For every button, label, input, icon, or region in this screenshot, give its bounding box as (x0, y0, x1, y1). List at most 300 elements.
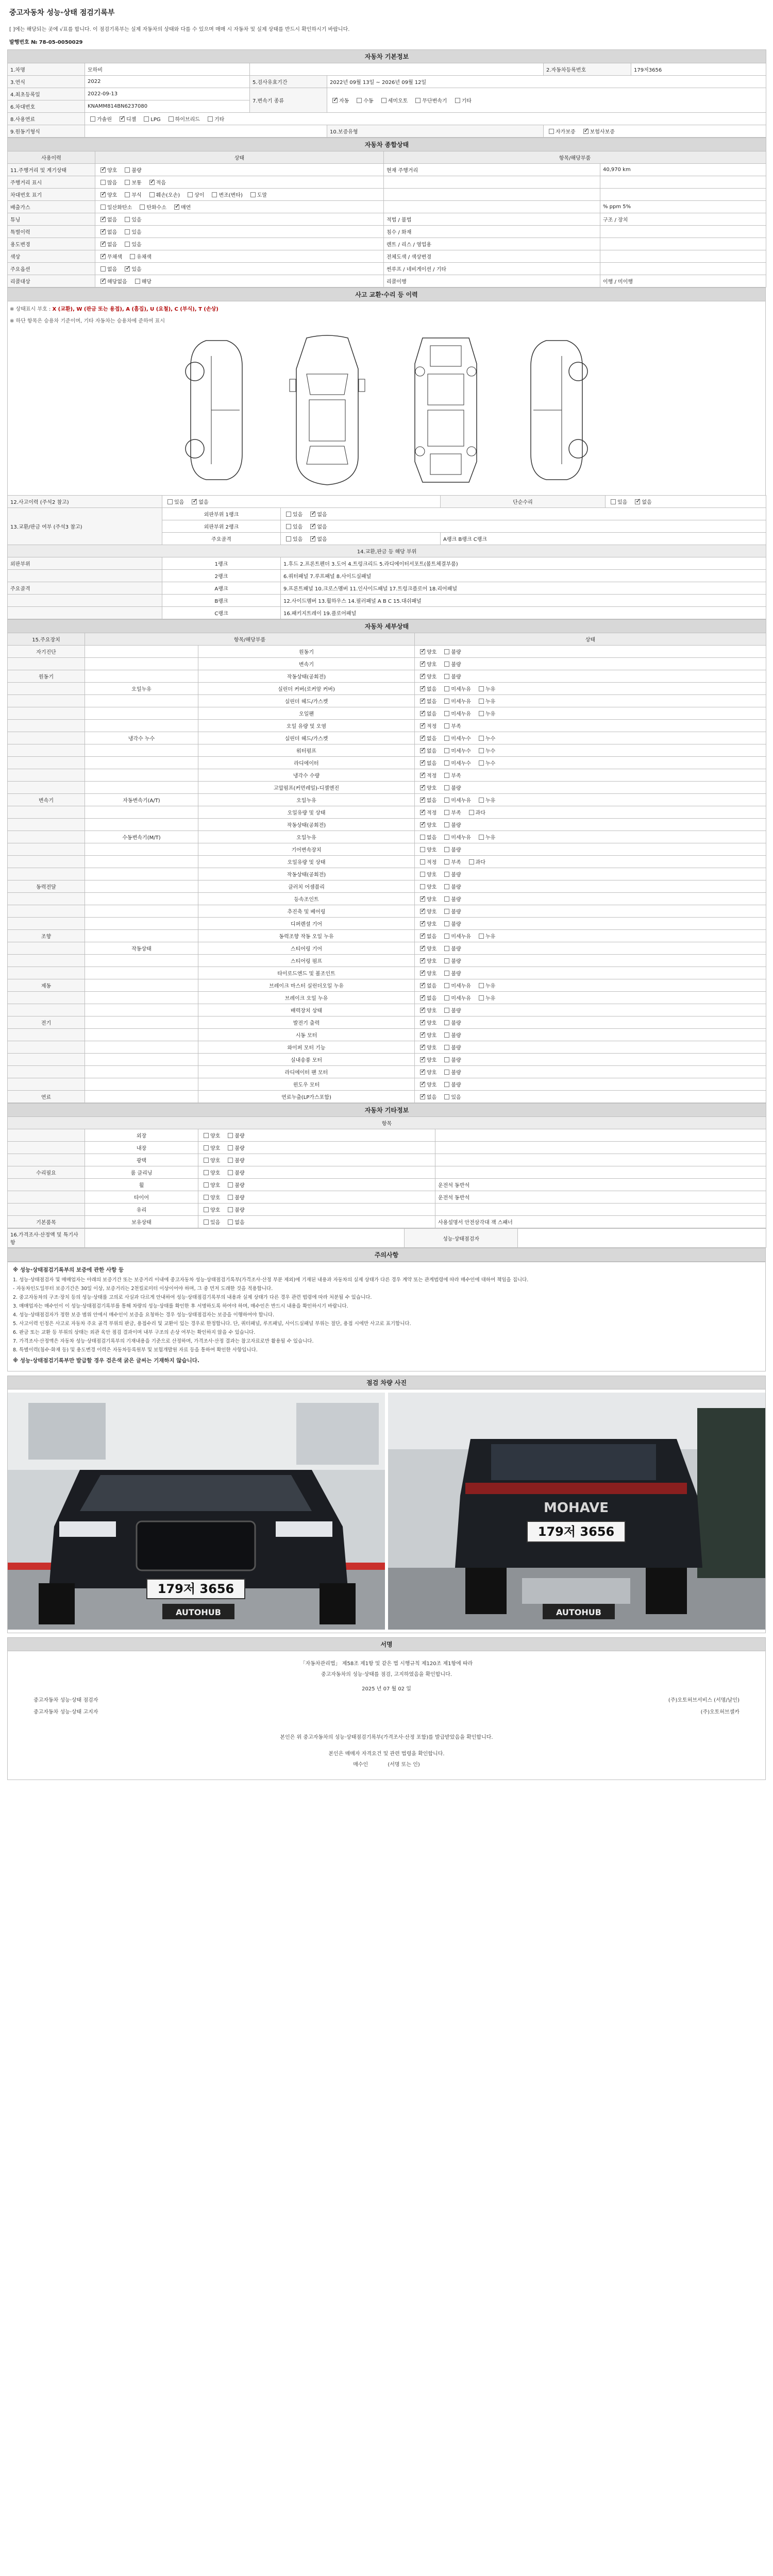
checked-box-icon[interactable] (420, 1008, 425, 1013)
checkbox-option[interactable] (476, 994, 495, 1002)
empty-box-icon[interactable] (204, 1182, 209, 1188)
empty-box-icon[interactable] (444, 810, 449, 815)
checkbox-option[interactable] (137, 203, 166, 211)
checkbox-option[interactable] (330, 96, 349, 104)
checked-box-icon[interactable] (420, 1032, 425, 1038)
empty-box-icon[interactable] (167, 499, 173, 504)
empty-box-icon[interactable] (100, 180, 106, 185)
checkbox-option[interactable] (98, 228, 117, 235)
checkbox-option[interactable] (442, 747, 471, 754)
checkbox-option[interactable] (417, 722, 436, 730)
empty-box-icon[interactable] (144, 116, 149, 122)
checkbox-option[interactable] (225, 1193, 244, 1201)
checkbox-option[interactable] (122, 215, 141, 223)
checkbox-option[interactable] (417, 697, 436, 705)
checkbox-option[interactable] (476, 747, 495, 754)
empty-box-icon[interactable] (420, 847, 425, 852)
empty-box-icon[interactable] (479, 995, 484, 1001)
checkbox-option[interactable] (201, 1144, 220, 1151)
empty-box-icon[interactable] (125, 180, 130, 185)
checkbox-option[interactable] (417, 907, 436, 915)
checkbox-option[interactable] (225, 1144, 244, 1151)
checkbox-option[interactable] (476, 697, 495, 705)
empty-box-icon[interactable] (286, 512, 291, 517)
checked-box-icon[interactable] (420, 1070, 425, 1075)
empty-box-icon[interactable] (135, 279, 140, 284)
checkbox-option[interactable] (201, 1206, 220, 1213)
checkbox-option[interactable] (442, 648, 461, 655)
empty-box-icon[interactable] (228, 1195, 233, 1200)
empty-box-icon[interactable] (479, 748, 484, 753)
checkbox-option[interactable] (283, 510, 303, 518)
checkbox-option[interactable] (201, 1168, 220, 1176)
empty-box-icon[interactable] (444, 1032, 449, 1038)
checkbox-option[interactable] (466, 858, 485, 866)
checkbox-option[interactable] (209, 191, 242, 198)
checkbox-option[interactable] (476, 734, 495, 742)
checkbox-option[interactable] (442, 895, 461, 903)
empty-box-icon[interactable] (357, 98, 362, 103)
empty-box-icon[interactable] (204, 1133, 209, 1138)
checkbox-option[interactable] (225, 1156, 244, 1164)
checkbox-option[interactable] (442, 858, 461, 866)
checkbox-option[interactable] (442, 957, 461, 964)
empty-box-icon[interactable] (444, 958, 449, 963)
empty-box-icon[interactable] (444, 995, 449, 1001)
checkbox-option[interactable] (442, 1093, 461, 1100)
empty-box-icon[interactable] (228, 1145, 233, 1150)
checkbox-option[interactable] (442, 944, 461, 952)
empty-box-icon[interactable] (479, 835, 484, 840)
checkbox-option[interactable] (201, 1193, 220, 1201)
checkbox-option[interactable] (417, 1006, 436, 1014)
checked-box-icon[interactable] (420, 946, 425, 951)
empty-box-icon[interactable] (228, 1182, 233, 1188)
checked-box-icon[interactable] (420, 1082, 425, 1087)
checkbox-option[interactable] (98, 277, 127, 285)
checkbox-option[interactable] (417, 808, 436, 816)
empty-box-icon[interactable] (444, 934, 449, 939)
empty-box-icon[interactable] (444, 983, 449, 988)
empty-box-icon[interactable] (444, 921, 449, 926)
checkbox-option[interactable] (117, 115, 136, 123)
checkbox-option[interactable] (476, 796, 495, 804)
empty-box-icon[interactable] (228, 1158, 233, 1163)
checkbox-option[interactable] (417, 1068, 436, 1076)
checked-box-icon[interactable] (100, 254, 106, 259)
checked-box-icon[interactable] (420, 699, 425, 704)
empty-box-icon[interactable] (444, 822, 449, 827)
checkbox-option[interactable] (201, 1156, 220, 1164)
empty-box-icon[interactable] (549, 129, 554, 134)
checkbox-option[interactable] (442, 920, 461, 927)
checkbox-option[interactable] (417, 994, 436, 1002)
checkbox-option[interactable] (417, 672, 436, 680)
empty-box-icon[interactable] (188, 192, 193, 197)
checkbox-option[interactable] (417, 957, 436, 964)
checked-box-icon[interactable] (420, 909, 425, 914)
empty-box-icon[interactable] (444, 773, 449, 778)
empty-box-icon[interactable] (228, 1219, 233, 1225)
checked-box-icon[interactable] (420, 1020, 425, 1025)
empty-box-icon[interactable] (420, 835, 425, 840)
empty-box-icon[interactable] (444, 884, 449, 889)
empty-box-icon[interactable] (444, 1045, 449, 1050)
checkbox-option[interactable] (417, 709, 436, 717)
checkbox-option[interactable] (122, 228, 141, 235)
checkbox-option[interactable] (308, 510, 327, 518)
empty-box-icon[interactable] (444, 1020, 449, 1025)
empty-box-icon[interactable] (286, 524, 291, 529)
checked-box-icon[interactable] (420, 971, 425, 976)
empty-box-icon[interactable] (444, 711, 449, 716)
checkbox-option[interactable] (442, 709, 471, 717)
checkbox-option[interactable] (442, 784, 461, 791)
checkbox-option[interactable] (442, 981, 471, 989)
checkbox-option[interactable] (166, 115, 200, 123)
checkbox-option[interactable] (442, 833, 471, 841)
checkbox-option[interactable] (417, 648, 436, 655)
checkbox-option[interactable] (442, 685, 471, 692)
checkbox-option[interactable] (122, 265, 141, 273)
checkbox-option[interactable] (413, 96, 447, 104)
checkbox-option[interactable] (225, 1218, 244, 1226)
checkbox-option[interactable] (248, 191, 267, 198)
empty-box-icon[interactable] (444, 1008, 449, 1013)
checkbox-option[interactable] (442, 821, 461, 828)
empty-box-icon[interactable] (444, 649, 449, 654)
empty-box-icon[interactable] (204, 1158, 209, 1163)
checkbox-option[interactable] (417, 920, 436, 927)
empty-box-icon[interactable] (444, 686, 449, 691)
empty-box-icon[interactable] (444, 859, 449, 865)
empty-box-icon[interactable] (444, 760, 449, 766)
checkbox-option[interactable] (546, 127, 576, 135)
checkbox-option[interactable] (147, 178, 166, 186)
checkbox-option[interactable] (417, 759, 436, 767)
checkbox-option[interactable] (185, 191, 204, 198)
empty-box-icon[interactable] (444, 946, 449, 951)
checkbox-option[interactable] (476, 932, 495, 940)
empty-box-icon[interactable] (415, 98, 421, 103)
empty-box-icon[interactable] (611, 499, 616, 504)
empty-box-icon[interactable] (444, 674, 449, 679)
checked-box-icon[interactable] (420, 983, 425, 988)
empty-box-icon[interactable] (444, 1070, 449, 1075)
empty-box-icon[interactable] (444, 748, 449, 753)
checkbox-option[interactable] (466, 808, 485, 816)
checkbox-option[interactable] (417, 1031, 436, 1039)
empty-box-icon[interactable] (444, 835, 449, 840)
checkbox-option[interactable] (632, 498, 651, 505)
empty-box-icon[interactable] (444, 847, 449, 852)
checkbox-option[interactable] (189, 498, 208, 505)
checkbox-option[interactable] (417, 747, 436, 754)
checkbox-option[interactable] (417, 969, 436, 977)
checkbox-option[interactable] (122, 240, 141, 248)
empty-box-icon[interactable] (204, 1219, 209, 1225)
checkbox-option[interactable] (417, 734, 436, 742)
checked-box-icon[interactable] (420, 995, 425, 1001)
checkbox-option[interactable] (283, 535, 303, 543)
checkbox-option[interactable] (127, 252, 152, 260)
checked-box-icon[interactable] (583, 129, 589, 134)
checked-box-icon[interactable] (420, 736, 425, 741)
empty-box-icon[interactable] (130, 254, 135, 259)
checkbox-option[interactable] (476, 981, 495, 989)
checkbox-option[interactable] (122, 191, 141, 198)
empty-box-icon[interactable] (169, 116, 174, 122)
checkbox-option[interactable] (442, 808, 461, 816)
empty-box-icon[interactable] (444, 723, 449, 728)
empty-box-icon[interactable] (444, 699, 449, 704)
checkbox-option[interactable] (225, 1168, 244, 1176)
empty-box-icon[interactable] (125, 229, 130, 234)
checkbox-option[interactable] (442, 722, 461, 730)
checkbox-option[interactable] (225, 1181, 244, 1189)
checked-box-icon[interactable] (420, 1094, 425, 1099)
checkbox-option[interactable] (476, 759, 495, 767)
checkbox-option[interactable] (442, 969, 461, 977)
empty-box-icon[interactable] (420, 884, 425, 889)
checkbox-option[interactable] (132, 277, 152, 285)
checkbox-option[interactable] (442, 672, 461, 680)
checkbox-option[interactable] (417, 981, 436, 989)
empty-box-icon[interactable] (228, 1170, 233, 1175)
checkbox-option[interactable] (308, 522, 327, 530)
checkbox-option[interactable] (122, 178, 141, 186)
empty-box-icon[interactable] (204, 1195, 209, 1200)
empty-box-icon[interactable] (469, 810, 474, 815)
empty-box-icon[interactable] (479, 686, 484, 691)
empty-box-icon[interactable] (479, 798, 484, 803)
checked-box-icon[interactable] (420, 760, 425, 766)
empty-box-icon[interactable] (286, 536, 291, 541)
checked-box-icon[interactable] (174, 205, 179, 210)
checkbox-option[interactable] (581, 127, 615, 135)
checkbox-option[interactable] (442, 932, 471, 940)
empty-box-icon[interactable] (444, 971, 449, 976)
empty-box-icon[interactable] (479, 934, 484, 939)
checked-box-icon[interactable] (420, 649, 425, 654)
checkbox-option[interactable] (417, 685, 436, 692)
checkbox-option[interactable] (225, 1131, 244, 1139)
empty-box-icon[interactable] (212, 192, 217, 197)
checkbox-option[interactable] (442, 1043, 461, 1051)
empty-box-icon[interactable] (444, 1057, 449, 1062)
empty-box-icon[interactable] (469, 859, 474, 865)
checkbox-option[interactable] (205, 115, 224, 123)
checked-box-icon[interactable] (310, 536, 315, 541)
empty-box-icon[interactable] (444, 909, 449, 914)
checked-box-icon[interactable] (125, 266, 130, 272)
checked-box-icon[interactable] (420, 934, 425, 939)
checkbox-option[interactable] (442, 1056, 461, 1063)
checkbox-option[interactable] (225, 1206, 244, 1213)
empty-box-icon[interactable] (208, 116, 213, 122)
checkbox-option[interactable] (442, 870, 461, 878)
checkbox-option[interactable] (442, 907, 461, 915)
checkbox-option[interactable] (417, 1043, 436, 1051)
checked-box-icon[interactable] (420, 723, 425, 728)
checked-box-icon[interactable] (100, 167, 106, 173)
empty-box-icon[interactable] (455, 98, 460, 103)
checked-box-icon[interactable] (100, 279, 106, 284)
checkbox-option[interactable] (417, 895, 436, 903)
checkbox-option[interactable] (442, 845, 461, 853)
checked-box-icon[interactable] (120, 116, 125, 122)
checkbox-option[interactable] (442, 697, 471, 705)
checked-box-icon[interactable] (420, 958, 425, 963)
empty-box-icon[interactable] (444, 1082, 449, 1087)
checkbox-option[interactable] (98, 178, 117, 186)
checkbox-option[interactable] (417, 1093, 436, 1100)
checked-box-icon[interactable] (420, 1057, 425, 1062)
checked-box-icon[interactable] (420, 748, 425, 753)
empty-box-icon[interactable] (204, 1170, 209, 1175)
checkbox-option[interactable] (442, 1019, 461, 1026)
checkbox-option[interactable] (417, 870, 436, 878)
empty-box-icon[interactable] (125, 242, 130, 247)
empty-box-icon[interactable] (420, 872, 425, 877)
checkbox-option[interactable] (417, 771, 436, 779)
checkbox-option[interactable] (417, 1019, 436, 1026)
checkbox-option[interactable] (442, 771, 461, 779)
empty-box-icon[interactable] (149, 192, 155, 197)
checked-box-icon[interactable] (100, 242, 106, 247)
checked-box-icon[interactable] (420, 773, 425, 778)
empty-box-icon[interactable] (444, 798, 449, 803)
checked-box-icon[interactable] (420, 785, 425, 790)
checkbox-option[interactable] (417, 660, 436, 668)
checked-box-icon[interactable] (100, 229, 106, 234)
checkbox-option[interactable] (417, 1080, 436, 1088)
checkbox-option[interactable] (141, 116, 160, 123)
empty-box-icon[interactable] (90, 116, 95, 122)
empty-box-icon[interactable] (204, 1145, 209, 1150)
checkbox-option[interactable] (417, 821, 436, 828)
checkbox-option[interactable] (201, 1131, 220, 1139)
empty-box-icon[interactable] (250, 192, 256, 197)
empty-box-icon[interactable] (444, 736, 449, 741)
checkbox-option[interactable] (201, 1218, 220, 1226)
checkbox-option[interactable] (417, 833, 436, 841)
empty-box-icon[interactable] (479, 983, 484, 988)
checkbox-option[interactable] (201, 1181, 220, 1189)
checkbox-option[interactable] (98, 215, 117, 223)
checkbox-option[interactable] (442, 883, 461, 890)
empty-box-icon[interactable] (479, 736, 484, 741)
checkbox-option[interactable] (417, 883, 436, 890)
checkbox-option[interactable] (417, 858, 436, 866)
checkbox-option[interactable] (354, 96, 373, 104)
checked-box-icon[interactable] (420, 674, 425, 679)
empty-box-icon[interactable] (479, 699, 484, 704)
checkbox-option[interactable] (98, 191, 117, 198)
checkbox-option[interactable] (379, 96, 408, 104)
checked-box-icon[interactable] (100, 192, 106, 197)
checkbox-option[interactable] (147, 191, 180, 198)
checked-box-icon[interactable] (420, 921, 425, 926)
empty-box-icon[interactable] (125, 217, 130, 222)
checkbox-option[interactable] (417, 944, 436, 952)
empty-box-icon[interactable] (100, 205, 106, 210)
checkbox-option[interactable] (442, 1006, 461, 1014)
checked-box-icon[interactable] (100, 217, 106, 222)
checkbox-option[interactable] (476, 833, 495, 841)
checkbox-option[interactable] (476, 685, 495, 692)
checkbox-option[interactable] (442, 1068, 461, 1076)
checkbox-option[interactable] (98, 166, 117, 174)
checkbox-option[interactable] (442, 1080, 461, 1088)
empty-box-icon[interactable] (140, 205, 145, 210)
checked-box-icon[interactable] (192, 499, 197, 504)
empty-box-icon[interactable] (100, 266, 106, 272)
checked-box-icon[interactable] (420, 711, 425, 716)
checkbox-option[interactable] (417, 845, 436, 853)
checkbox-option[interactable] (442, 1031, 461, 1039)
checkbox-option[interactable] (417, 1056, 436, 1063)
checked-box-icon[interactable] (420, 896, 425, 902)
checkbox-option[interactable] (308, 535, 327, 543)
empty-box-icon[interactable] (228, 1207, 233, 1212)
empty-box-icon[interactable] (444, 1094, 449, 1099)
empty-box-icon[interactable] (444, 785, 449, 790)
checkbox-option[interactable] (172, 203, 191, 211)
empty-box-icon[interactable] (204, 1207, 209, 1212)
checked-box-icon[interactable] (149, 180, 155, 185)
empty-box-icon[interactable] (444, 896, 449, 902)
checkbox-option[interactable] (417, 932, 436, 940)
checkbox-option[interactable] (442, 994, 471, 1002)
empty-box-icon[interactable] (228, 1133, 233, 1138)
checkbox-option[interactable] (88, 115, 112, 123)
empty-box-icon[interactable] (125, 167, 130, 173)
empty-box-icon[interactable] (479, 760, 484, 766)
checked-box-icon[interactable] (420, 1045, 425, 1050)
empty-box-icon[interactable] (444, 662, 449, 667)
checkbox-option[interactable] (98, 240, 117, 248)
checkbox-option[interactable] (608, 498, 627, 505)
checkbox-option[interactable] (283, 522, 303, 530)
checked-box-icon[interactable] (310, 512, 315, 517)
checked-box-icon[interactable] (420, 662, 425, 667)
checked-box-icon[interactable] (420, 798, 425, 803)
empty-box-icon[interactable] (125, 192, 130, 197)
checkbox-option[interactable] (442, 660, 461, 668)
checkbox-option[interactable] (417, 784, 436, 791)
checkbox-option[interactable] (442, 796, 471, 804)
empty-box-icon[interactable] (479, 711, 484, 716)
checkbox-option[interactable] (417, 796, 436, 804)
checkbox-option[interactable] (442, 734, 471, 742)
checkbox-option[interactable] (442, 759, 471, 767)
checkbox-option[interactable] (452, 96, 472, 104)
checked-box-icon[interactable] (310, 524, 315, 529)
empty-box-icon[interactable] (420, 859, 425, 865)
checkbox-option[interactable] (122, 166, 141, 174)
checkbox-option[interactable] (98, 265, 117, 273)
checkbox-option[interactable] (165, 498, 184, 505)
checked-box-icon[interactable] (635, 499, 640, 504)
empty-box-icon[interactable] (381, 98, 386, 103)
checked-box-icon[interactable] (420, 822, 425, 827)
checked-box-icon[interactable] (420, 810, 425, 815)
empty-box-icon[interactable] (444, 872, 449, 877)
checked-box-icon[interactable] (420, 686, 425, 691)
checkbox-option[interactable] (98, 203, 132, 211)
checked-box-icon[interactable] (332, 98, 338, 103)
